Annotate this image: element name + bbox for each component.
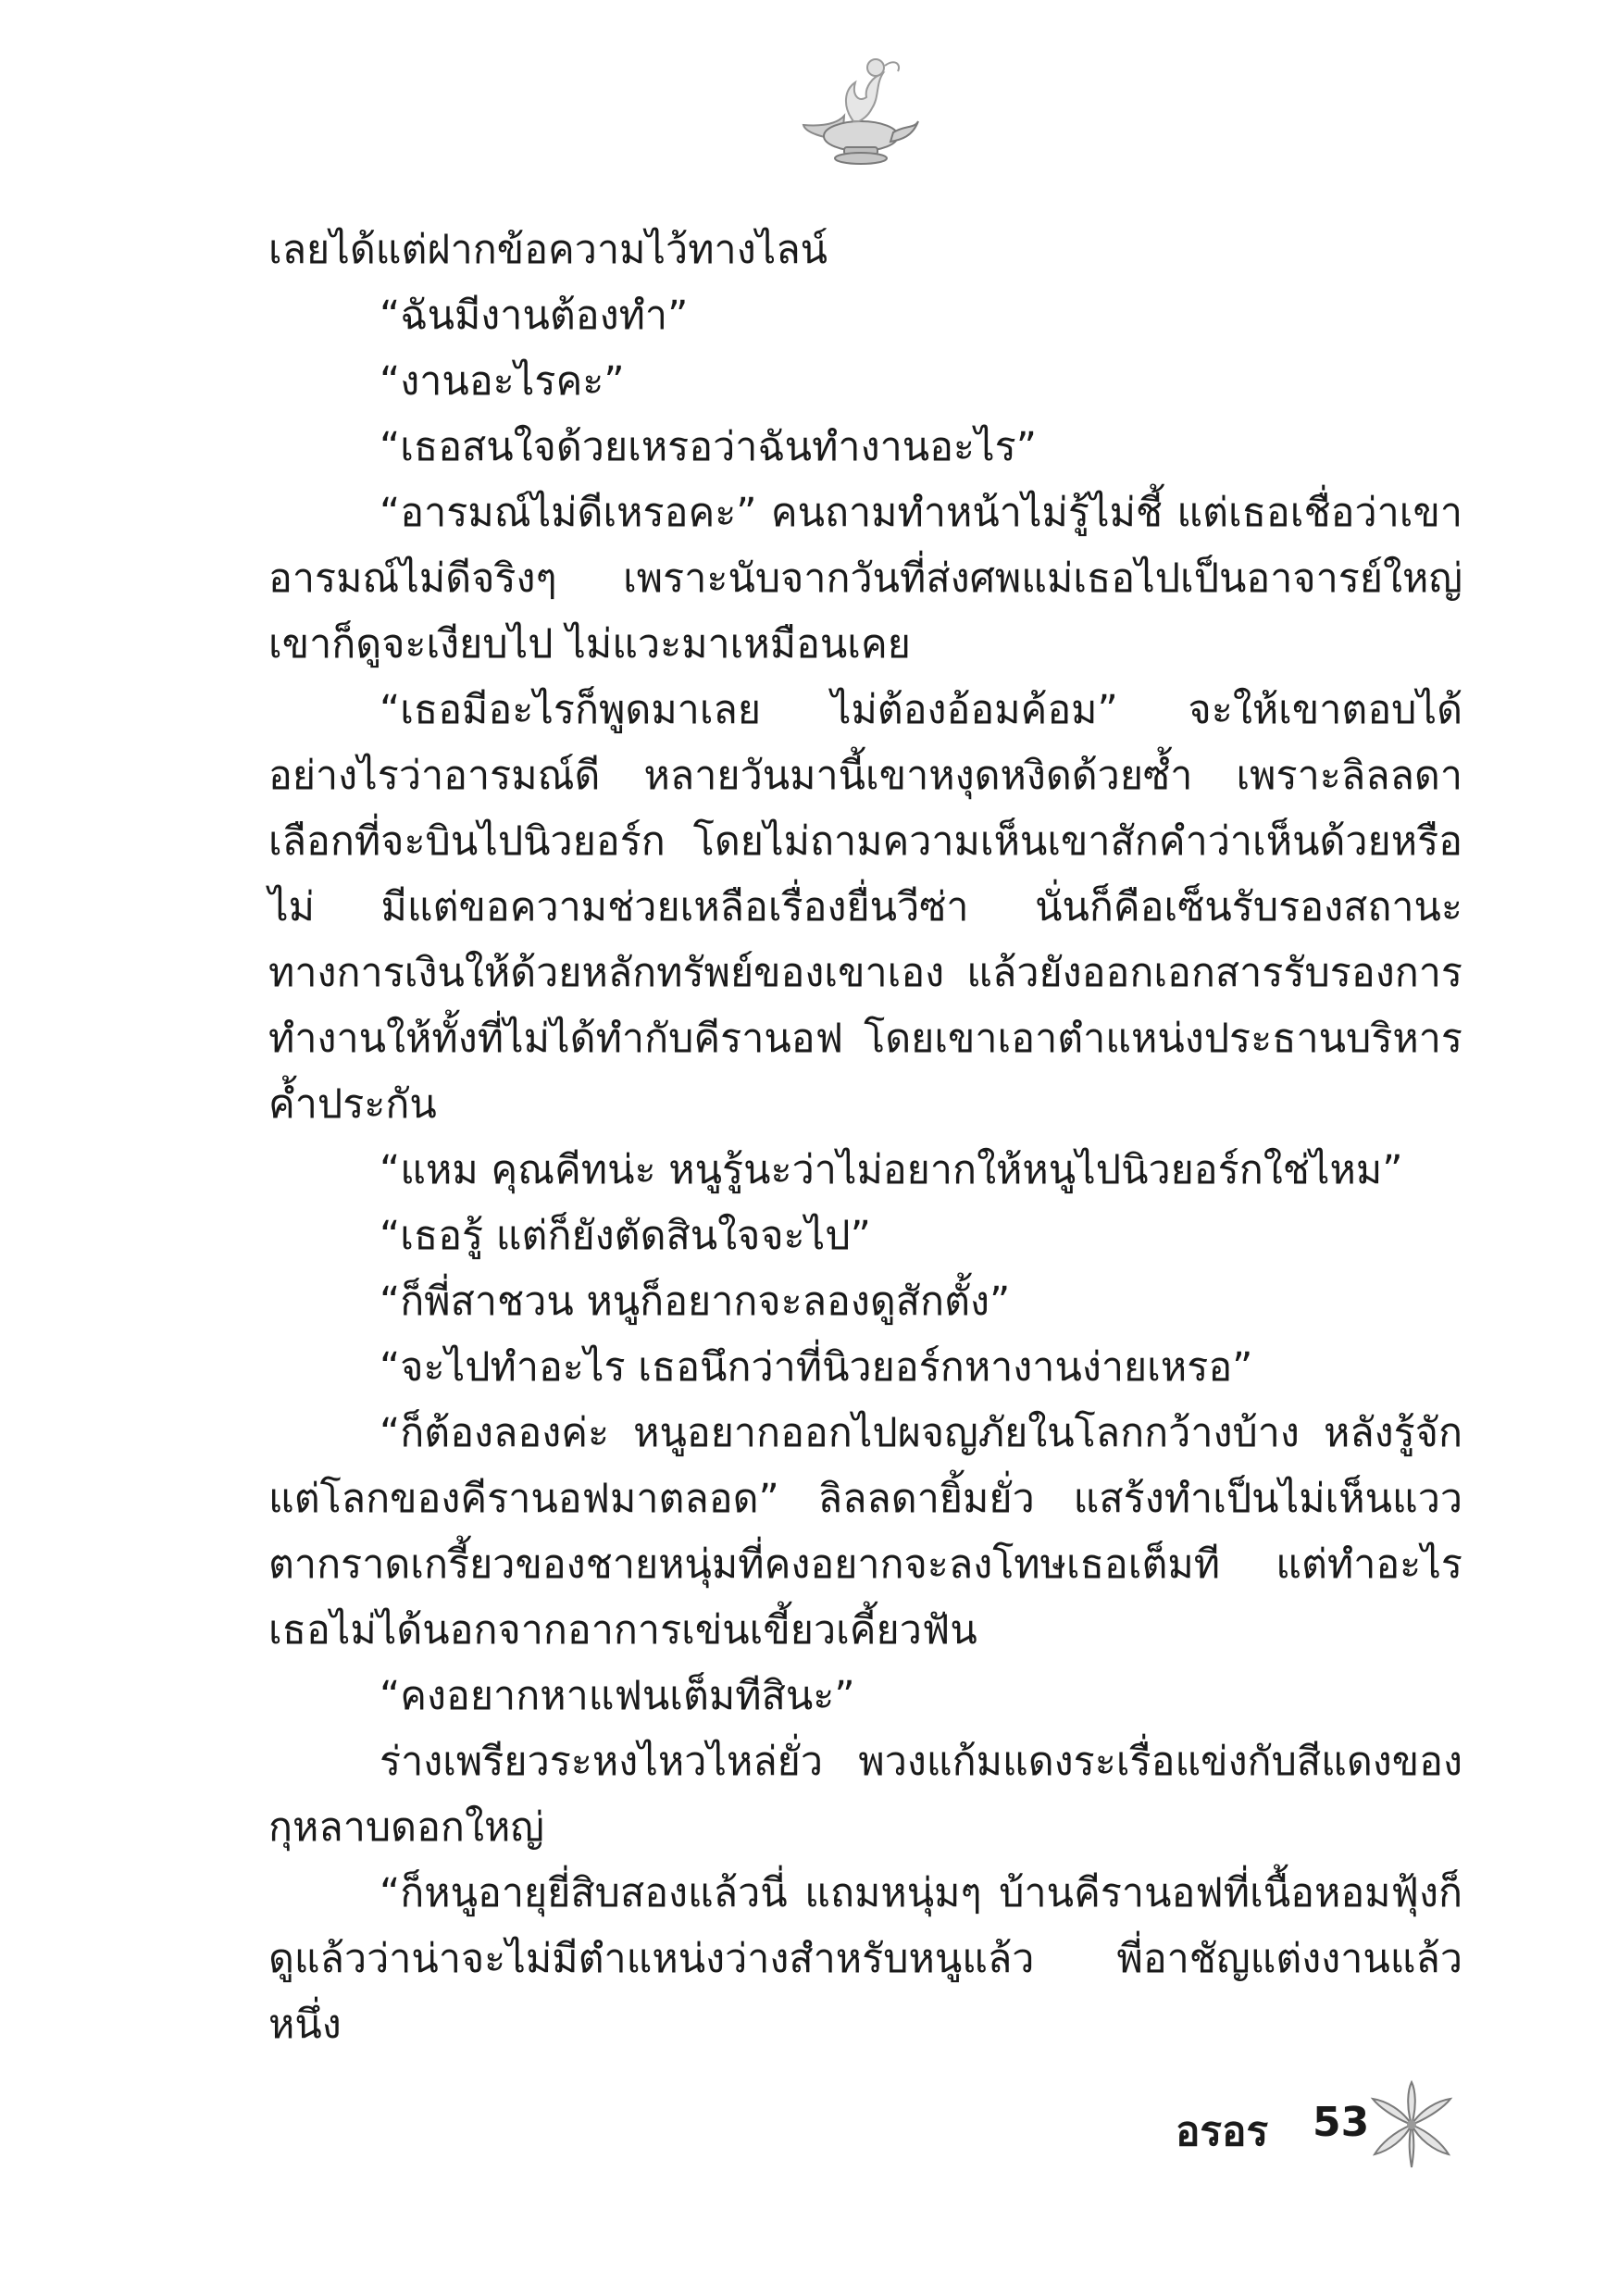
- page-footer: [1176, 2078, 1453, 2180]
- paragraph: “ก็พี่สาชวน หนูก็อยากจะลองดูสักตั้ง”: [380, 1279, 1011, 1325]
- paragraph: “ก็ต้องลองค่ะ หนูอยากออกไปผจญภัยในโลกกว้างบ้าง หลังรู้จักแต่โลกของคีรานอฟมาตลอด” ลิลลดายิ้มยั่ว แสร้งทำเป็นไม่เห็นแววตากราดเกรี้ยวของชายหนุ่มที่คงอยากจะลงโทษเธอเต็มที แต่ทำอะไรเธอไม่ได้นอกจากอาการเข่นเขี้ยวเคี้ยวฟัน: [268, 1410, 1462, 1653]
- genie-lamp-icon: [787, 51, 926, 171]
- body-text: [268, 218, 1462, 2058]
- lily-flower-icon: [1365, 2078, 1458, 2171]
- paragraph: ร่างเพรียวระหงไหวไหล่ยั่ว พวงแก้มแดงระเรื่อแข่งกับสีแดงของกุหลาบดอกใหญ่: [268, 1739, 1462, 1851]
- paragraph: “งานอะไรคะ”: [380, 358, 625, 405]
- paragraph: “จะไปทำอะไร เธอนึกว่าที่นิวยอร์กหางานง่ายเหรอ”: [380, 1344, 1253, 1391]
- paragraph: “อารมณ์ไม่ดีเหรอคะ” คนถามทำหน้าไม่รู้ไม่ชี้ แต่เธอเชื่อว่าเขาอารมณ์ไม่ดีจริงๆ เพราะนับจากวันที่ส่งศพแม่เธอไปเป็นอาจารย์ใหญ่ เขาก็ดูจะเงียบไป ไม่แวะมาเหมือนเคย: [268, 490, 1462, 668]
- paragraph: “เธอสนใจด้วยเหรอว่าฉันทำงานอะไร”: [380, 424, 1038, 470]
- paragraph: “ฉันมีงานต้องทำ”: [380, 293, 689, 339]
- paragraph: เลยได้แต่ฝากข้อความไว้ทางไลน์: [268, 227, 828, 273]
- paragraph: “แหม คุณคีทน่ะ หนูรู้นะว่าไม่อยากให้หนูไปนิวยอร์กใช่ไหม”: [380, 1147, 1403, 1193]
- paragraph: “ก็หนูอายุยี่สิบสองแล้วนี่ แถมหนุ่มๆ บ้านคีรานอฟที่เนื้อหอมฟุ้งก็ดูแล้วว่าน่าจะไม่มีตำแหน่งว่างสำหรับหนูแล้ว พี่อาชัญแต่งงานแล้วหนึ่ง: [268, 1870, 1462, 2048]
- paragraph: “เธอรู้ แต่ก็ยังตัดสินใจจะไป”: [380, 1213, 871, 1259]
- book-title: อรอร: [1176, 2108, 1269, 2155]
- page-number: 53: [1313, 2099, 1370, 2146]
- paragraph: “เธอมีอะไรก็พูดมาเลย ไม่ต้องอ้อมค้อม” จะให้เขาตอบได้อย่างไรว่าอารมณ์ดี หลายวันมานี้เขาหงุดหงิดด้วยซ้ำ เพราะลิลลดาเลือกที่จะบินไปนิวยอร์ก โดยไม่ถามความเห็นเขาสักคำว่าเห็นด้วยหรือไม่ มีแต่ขอความช่วยเหลือเรื่องยื่นวีซ่า นั่นก็คือเซ็นรับรองสถานะทางการเงินให้ด้วยหลักทรัพย์ของเขาเอง แล้วยังออกเอกสารรับรองการทำงานให้ทั้งที่ไม่ได้ทำกับคีรานอฟ โดยเขาเอาตำแหน่งประธานบริหารค้ำประกัน: [268, 687, 1462, 1128]
- paragraph: “คงอยากหาแฟนเต็มทีสินะ”: [380, 1673, 855, 1719]
